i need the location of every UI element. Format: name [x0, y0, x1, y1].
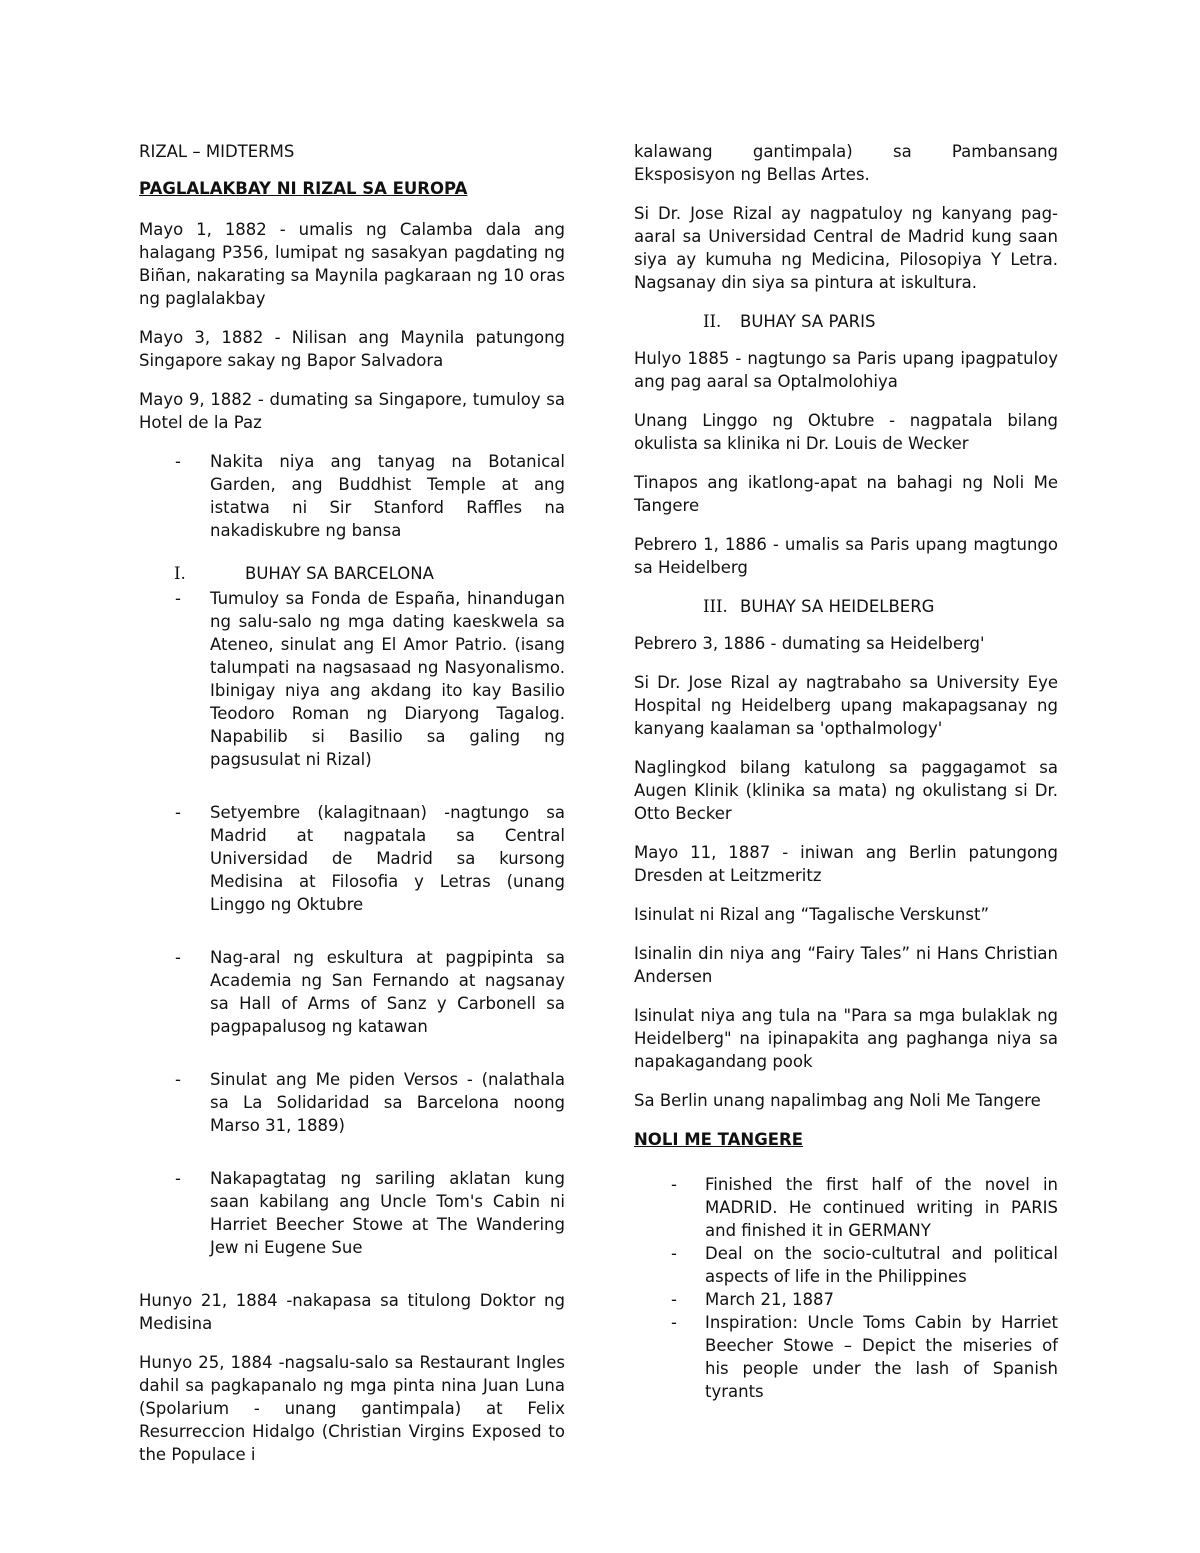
barcelona-list	[139, 587, 565, 1259]
paragraph: Pebrero 1, 1886 - umalis sa Paris upang magtungo sa Heidelberg	[634, 535, 1058, 577]
left-column	[139, 140, 565, 1482]
list-item: - March 21, 1887	[671, 1290, 835, 1309]
paragraph: Hunyo 21, 1884 -nakapasa sa titulong Doktor ng Medisina	[139, 1291, 565, 1333]
list-item: - Nag-aral ng eskultura at pagpipinta sa Academia ng San Fernando at nagsanay sa Hall of Arms of Sanz y Carbonell sa pagpapalusog ng katawan	[175, 948, 565, 1036]
section-heading-heidelberg: III. BUHAY SA HEIDELBERG	[703, 597, 935, 616]
section-heading-paris: II. BUHAY SA PARIS	[703, 312, 876, 331]
singapore-list	[139, 450, 565, 542]
paragraph: Isinulat niya ang tula na "Para sa mga bulaklak ng Heidelberg" na ipinapakita ang paghanga niya sa napakagandang pook	[634, 1006, 1058, 1071]
list-item: - Setyembre (kalagitnaan) -nagtungo sa Madrid at nagpatala sa Central Universidad de Madrid sa kursong Medisina at Filosofia y Letras (unang Linggo ng Oktubre	[175, 803, 565, 914]
paragraph: Isinulat ni Rizal ang “Tagalische Verskunst”	[634, 905, 989, 924]
paragraph: Sa Berlin unang napalimbag ang Noli Me Tangere	[634, 1091, 1041, 1110]
paragraph: Naglingkod bilang katulong sa paggagamot sa Augen Klinik (klinika sa mata) ng okulistang si Dr. Otto Becker	[634, 758, 1058, 823]
paragraph: Pebrero 3, 1886 - dumating sa Heidelberg'	[634, 634, 985, 653]
section-heading-noli: NOLI ME TANGERE	[634, 1130, 804, 1149]
paragraph: Si Dr. Jose Rizal ay nagtrabaho sa University Eye Hospital ng Heidelberg upang makapagsanay ng kanyang kaalaman sa 'opthalmology'	[634, 673, 1058, 738]
paragraph: Tinapos ang ikatlong-apat na bahagi ng Noli Me Tangere	[634, 473, 1058, 515]
list-item: - Nakapagtatag ng sariling aklatan kung saan kabilang ang Uncle Tom's Cabin ni Harriet Beecher Stowe at The Wandering Jew ni Eugene Sue	[175, 1169, 565, 1257]
paragraph: Unang Linggo ng Oktubre - nagpatala bilang okulista sa klinika ni Dr. Louis de Wecker	[634, 411, 1058, 453]
noli-list	[634, 1173, 1058, 1403]
paragraph: Mayo 11, 1887 - iniwan ang Berlin patungong Dresden at Leitzmeritz	[634, 843, 1058, 885]
right-column	[634, 140, 1058, 1419]
section-heading-europa: PAGLALAKBAY NI RIZAL SA EUROPA	[139, 179, 468, 198]
list-item: - Nakita niya ang tanyag na Botanical Garden, ang Buddhist Temple at ang istatwa ni Sir Stanford Raffles na nakadiskubre ng bansa	[175, 452, 565, 540]
list-item: - Sinulat ang Me piden Versos - (nalathala sa La Solidaridad sa Barcelona noong Marso 31, 1889)	[175, 1070, 565, 1135]
paragraph: Hulyo 1885 - nagtungo sa Paris upang ipagpatuloy ang pag aaral sa Optalmolohiya	[634, 349, 1058, 391]
list-item: - Finished the first half of the novel in MADRID. He continued writing in PARIS and finished it in GERMANY	[671, 1175, 1058, 1240]
paragraph: Isinalin din niya ang “Fairy Tales” ni Hans Christian Andersen	[634, 944, 1058, 986]
list-item: - Tumuloy sa Fonda de España, hinandugan ng salu-salo ng mga dating kaeskwela sa Ateneo, sinulat ang El Amor Patrio. (isang talumpati na nagsasaad ng Nasyonalismo. Ibinigay niya ang akdang ito kay Basilio Teodoro Roman ng Diaryong Tagalog. Napabilib si Basilio sa galing ng pagsusulat ni Rizal)	[175, 589, 565, 769]
paragraph: Mayo 1, 1882 - umalis ng Calamba dala ang halagang P356, lumipat ng sasakyan pagdating ng Biñan, nakarating sa Maynila pagkaraan ng 10 oras ng paglalakbay	[139, 220, 565, 308]
paragraph: Si Dr. Jose Rizal ay nagpatuloy ng kanyang pag-aaral sa Universidad Central de Madrid kung saan siya ay kumuha ng Medicina, Pilosopiya Y Letra. Nagsanay din siya sa pintura at iskultura.	[634, 204, 1058, 292]
paragraph: Hunyo 25, 1884 -nagsalu-salo sa Restaurant Ingles dahil sa pagkapanalo ng mga pinta nina Juan Luna (Spolarium - unang gantimpala) at Felix Resurreccion Hidalgo (Christian Virgins Exposed to the Populace i	[139, 1353, 565, 1464]
paragraph: kalawang gantimpala) sa Pambansang Eksposisyon ng Bellas Artes.	[634, 142, 1058, 184]
document-title: RIZAL – MIDTERMS	[139, 142, 295, 161]
list-item: - Inspiration: Uncle Toms Cabin by Harriet Beecher Stowe – Depict the miseries of his people under the lash of Spanish tyrants	[671, 1313, 1058, 1401]
paragraph: Mayo 3, 1882 - Nilisan ang Maynila patungong Singapore sakay ng Bapor Salvadora	[139, 328, 565, 370]
list-item: - Deal on the socio-cultutral and political aspects of life in the Philippines	[671, 1244, 1058, 1286]
section-heading-barcelona: I. BUHAY SA BARCELONA	[174, 564, 434, 583]
paragraph: Mayo 9, 1882 - dumating sa Singapore, tumuloy sa Hotel de la Paz	[139, 390, 565, 432]
